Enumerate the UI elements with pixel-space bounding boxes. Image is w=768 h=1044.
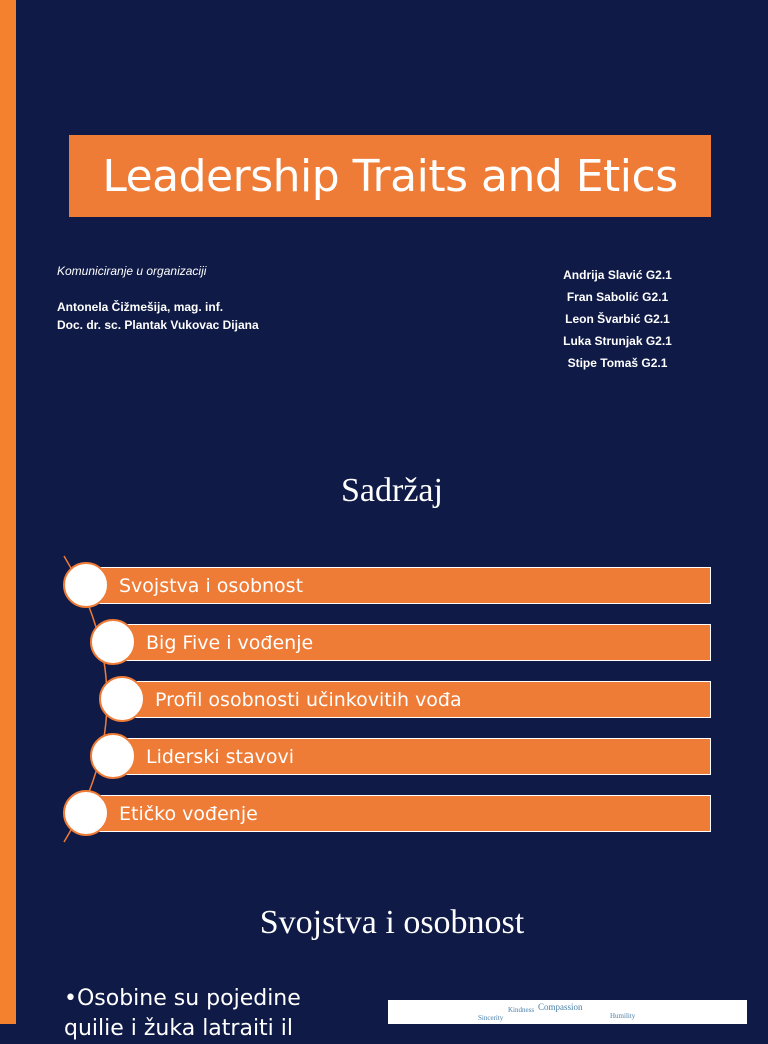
toc-item-label: Profil osobnosti učinkovitih vođa: [155, 688, 462, 711]
word-cloud-word: Compassion: [538, 1002, 583, 1012]
toc-item-label: Big Five i vođenje: [146, 631, 314, 654]
presentation-title: Leadership Traits and Etics: [102, 150, 678, 202]
student-name: Andrija Slavić G2.1: [563, 268, 672, 282]
student-name: Fran Sabolić G2.1: [566, 290, 669, 304]
toc-item-label: Etičko vođenje: [119, 802, 258, 825]
toc-item-big-five[interactable]: [113, 624, 711, 661]
toc-item-eticko[interactable]: [86, 795, 711, 832]
bullet-line: •Osobine su pojedine: [64, 986, 301, 1011]
toc-bullet-circle: [63, 790, 109, 836]
lecturer-name: Doc. dr. sc. Plantak Vukovac Dijana: [57, 318, 259, 332]
student-name: Luka Strunjak G2.1: [563, 334, 672, 348]
bullet-line: quilie i žuka latraiti il: [64, 1016, 294, 1041]
traits-heading: Svojstva i osobnost: [259, 904, 525, 941]
word-cloud-word: Kindness: [508, 1006, 535, 1014]
lecturer-name: Antonela Čižmešija, mag. inf.: [57, 300, 224, 314]
student-name: Stipe Tomaš G2.1: [567, 356, 668, 370]
bullet-text: [64, 984, 301, 1044]
toc-item-label: Liderski stavovi: [146, 745, 295, 768]
toc-item-liderski[interactable]: [113, 738, 711, 775]
contents-heading: Sadržaj: [341, 472, 443, 509]
toc-bullet-circle: [90, 733, 136, 779]
word-cloud-image: [388, 1000, 747, 1024]
toc-item-svojstva[interactable]: [86, 567, 711, 604]
student-name: Leon Švarbić G2.1: [565, 312, 670, 326]
word-cloud-word: Humility: [610, 1012, 636, 1020]
toc-item-label: Svojstva i osobnost: [119, 574, 304, 597]
toc-bullet-circle: [90, 619, 136, 665]
word-cloud-word: Sincerity: [478, 1014, 504, 1022]
toc-bullet-circle: [99, 676, 145, 722]
course-name: Komuniciranje u organizaciji: [57, 264, 207, 278]
toc-item-profil[interactable]: [122, 681, 711, 718]
toc-bullet-circle: [63, 562, 109, 608]
